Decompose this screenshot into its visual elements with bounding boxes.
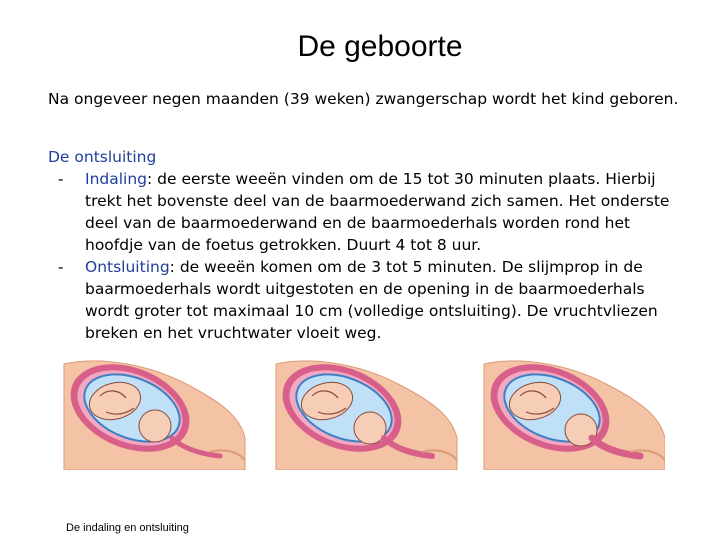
intro-text: Na ongeveer negen maanden (39 weken) zwangerschap wordt het kind geboren. — [48, 90, 679, 108]
term-indaling: Indaling — [85, 170, 148, 188]
term-ontsluiting: Ontsluiting — [85, 258, 170, 276]
page-title: De geboorte — [297, 30, 463, 63]
fetus-head — [139, 410, 171, 442]
illustration-panel — [60, 356, 245, 470]
illustration-panel — [270, 356, 457, 470]
list-bullet: - — [58, 170, 64, 188]
fetus-head — [354, 412, 386, 444]
item-text: : de weeën komen om de 3 tot 5 minuten. De slijmprop in de baarmoederhals wordt uitgestoten en de opening in de baarmoederhals wordt groter tot maximaal 10 cm (volledige ontsluiting). De vruchtvliezen breken en het vruchtwater vloeit weg. — [85, 258, 658, 342]
figure-caption: De indaling en ontsluiting — [66, 522, 189, 534]
list-item-indaling — [48, 168, 688, 256]
list-item-ontsluiting — [48, 256, 688, 344]
list-bullet: - — [58, 258, 64, 276]
section-ontsluiting — [48, 146, 688, 344]
item-text: : de eerste weeën vinden om de 15 tot 30 minuten plaats. Hierbij trekt het bovenste deel van de baarmoederwand zich samen. Het onderste deel van de baarmoederwand en de baarmoederhals worden rond het hoofdje van de foetus getrokken. Duurt 4 tot 8 uur. — [85, 170, 670, 254]
section-heading: De ontsluiting — [48, 148, 157, 166]
illustration-panel — [478, 356, 665, 470]
labor-illustration — [60, 356, 665, 470]
